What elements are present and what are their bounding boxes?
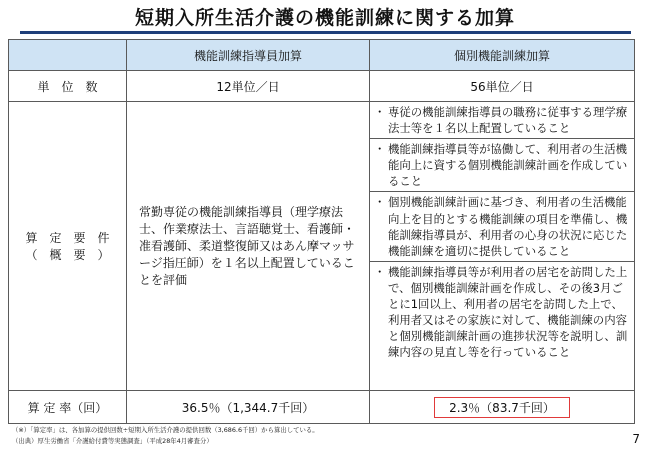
requirements-label-line1: 算 定 要 件 bbox=[25, 231, 110, 245]
unit-label: 単 位 数 bbox=[9, 71, 127, 102]
addition-comparison-table bbox=[8, 39, 635, 424]
rate-label: 算 定 率（回） bbox=[9, 391, 127, 424]
header-corner-cell bbox=[9, 40, 127, 71]
rate-row bbox=[9, 391, 635, 424]
rate-col1: 36.5％（1,344.7千回） bbox=[127, 391, 370, 424]
requirements-label-line2: （ 概 要 ） bbox=[25, 248, 110, 262]
requirement-item: ・ 機能訓練指導員等が協働して、利用者の生活機能向上に資する個別機能訓練計画を作成していること bbox=[370, 139, 634, 192]
page-title: 短期入所生活介護の機能訓練に関する加算 bbox=[134, 7, 515, 29]
requirements-label bbox=[9, 102, 127, 391]
unit-row bbox=[9, 71, 635, 102]
requirement-item: ・ 個別機能訓練計画に基づき、利用者の生活機能向上を目的とする機能訓練の項目を準備し、機能訓練指導員が、利用者の心身の状況に応じた機能訓練を適切に提供していること bbox=[370, 192, 634, 261]
unit-col2: 56単位／日 bbox=[370, 71, 635, 102]
requirements-col2 bbox=[370, 102, 635, 391]
unit-col1: 12単位／日 bbox=[127, 71, 370, 102]
table-header-row bbox=[9, 40, 635, 71]
footnote-calculation: （※）「算定率」は、各加算の提供回数÷短期入所生活介護の提供回数（3,686.6千回）から算出している。 bbox=[12, 426, 319, 434]
header-individual-functional-training: 個別機能訓練加算 bbox=[370, 40, 635, 71]
title-underline bbox=[20, 31, 631, 34]
requirement-item: ・ 機能訓練指導員等が利用者の居宅を訪問した上で、個別機能訓練計画を作成し、その後3月ごとに1回以上、利用者の居宅を訪問した上で、利用者又はその家族に対して、機能訓練の内容と個別機能訓練計画の進捗状況等を説明し、訓練内容の見直し等を行っていること bbox=[370, 262, 634, 363]
page-number: 7 bbox=[632, 432, 640, 446]
requirement-item: ・ 専従の機能訓練指導員の職務に従事する理学療法士等を１名以上配置していること bbox=[370, 102, 634, 139]
rate-col2-cell bbox=[370, 391, 635, 424]
header-functional-training-instructor: 機能訓練指導員加算 bbox=[127, 40, 370, 71]
requirements-col1: 常勤専従の機能訓練指導員（理学療法士、作業療法士、言語聴覚士、看護師・准看護師、柔道整復師又はあん摩マッサージ指圧師）を１名以上配置していることを評価 bbox=[127, 102, 370, 391]
footnote-source: （出典）厚生労働省「介護給付費等実態調査」（平成28年4月審査分） bbox=[12, 437, 213, 445]
rate-col2-highlight: 2.3％（83.7千回） bbox=[434, 397, 570, 418]
requirements-row bbox=[9, 102, 635, 391]
